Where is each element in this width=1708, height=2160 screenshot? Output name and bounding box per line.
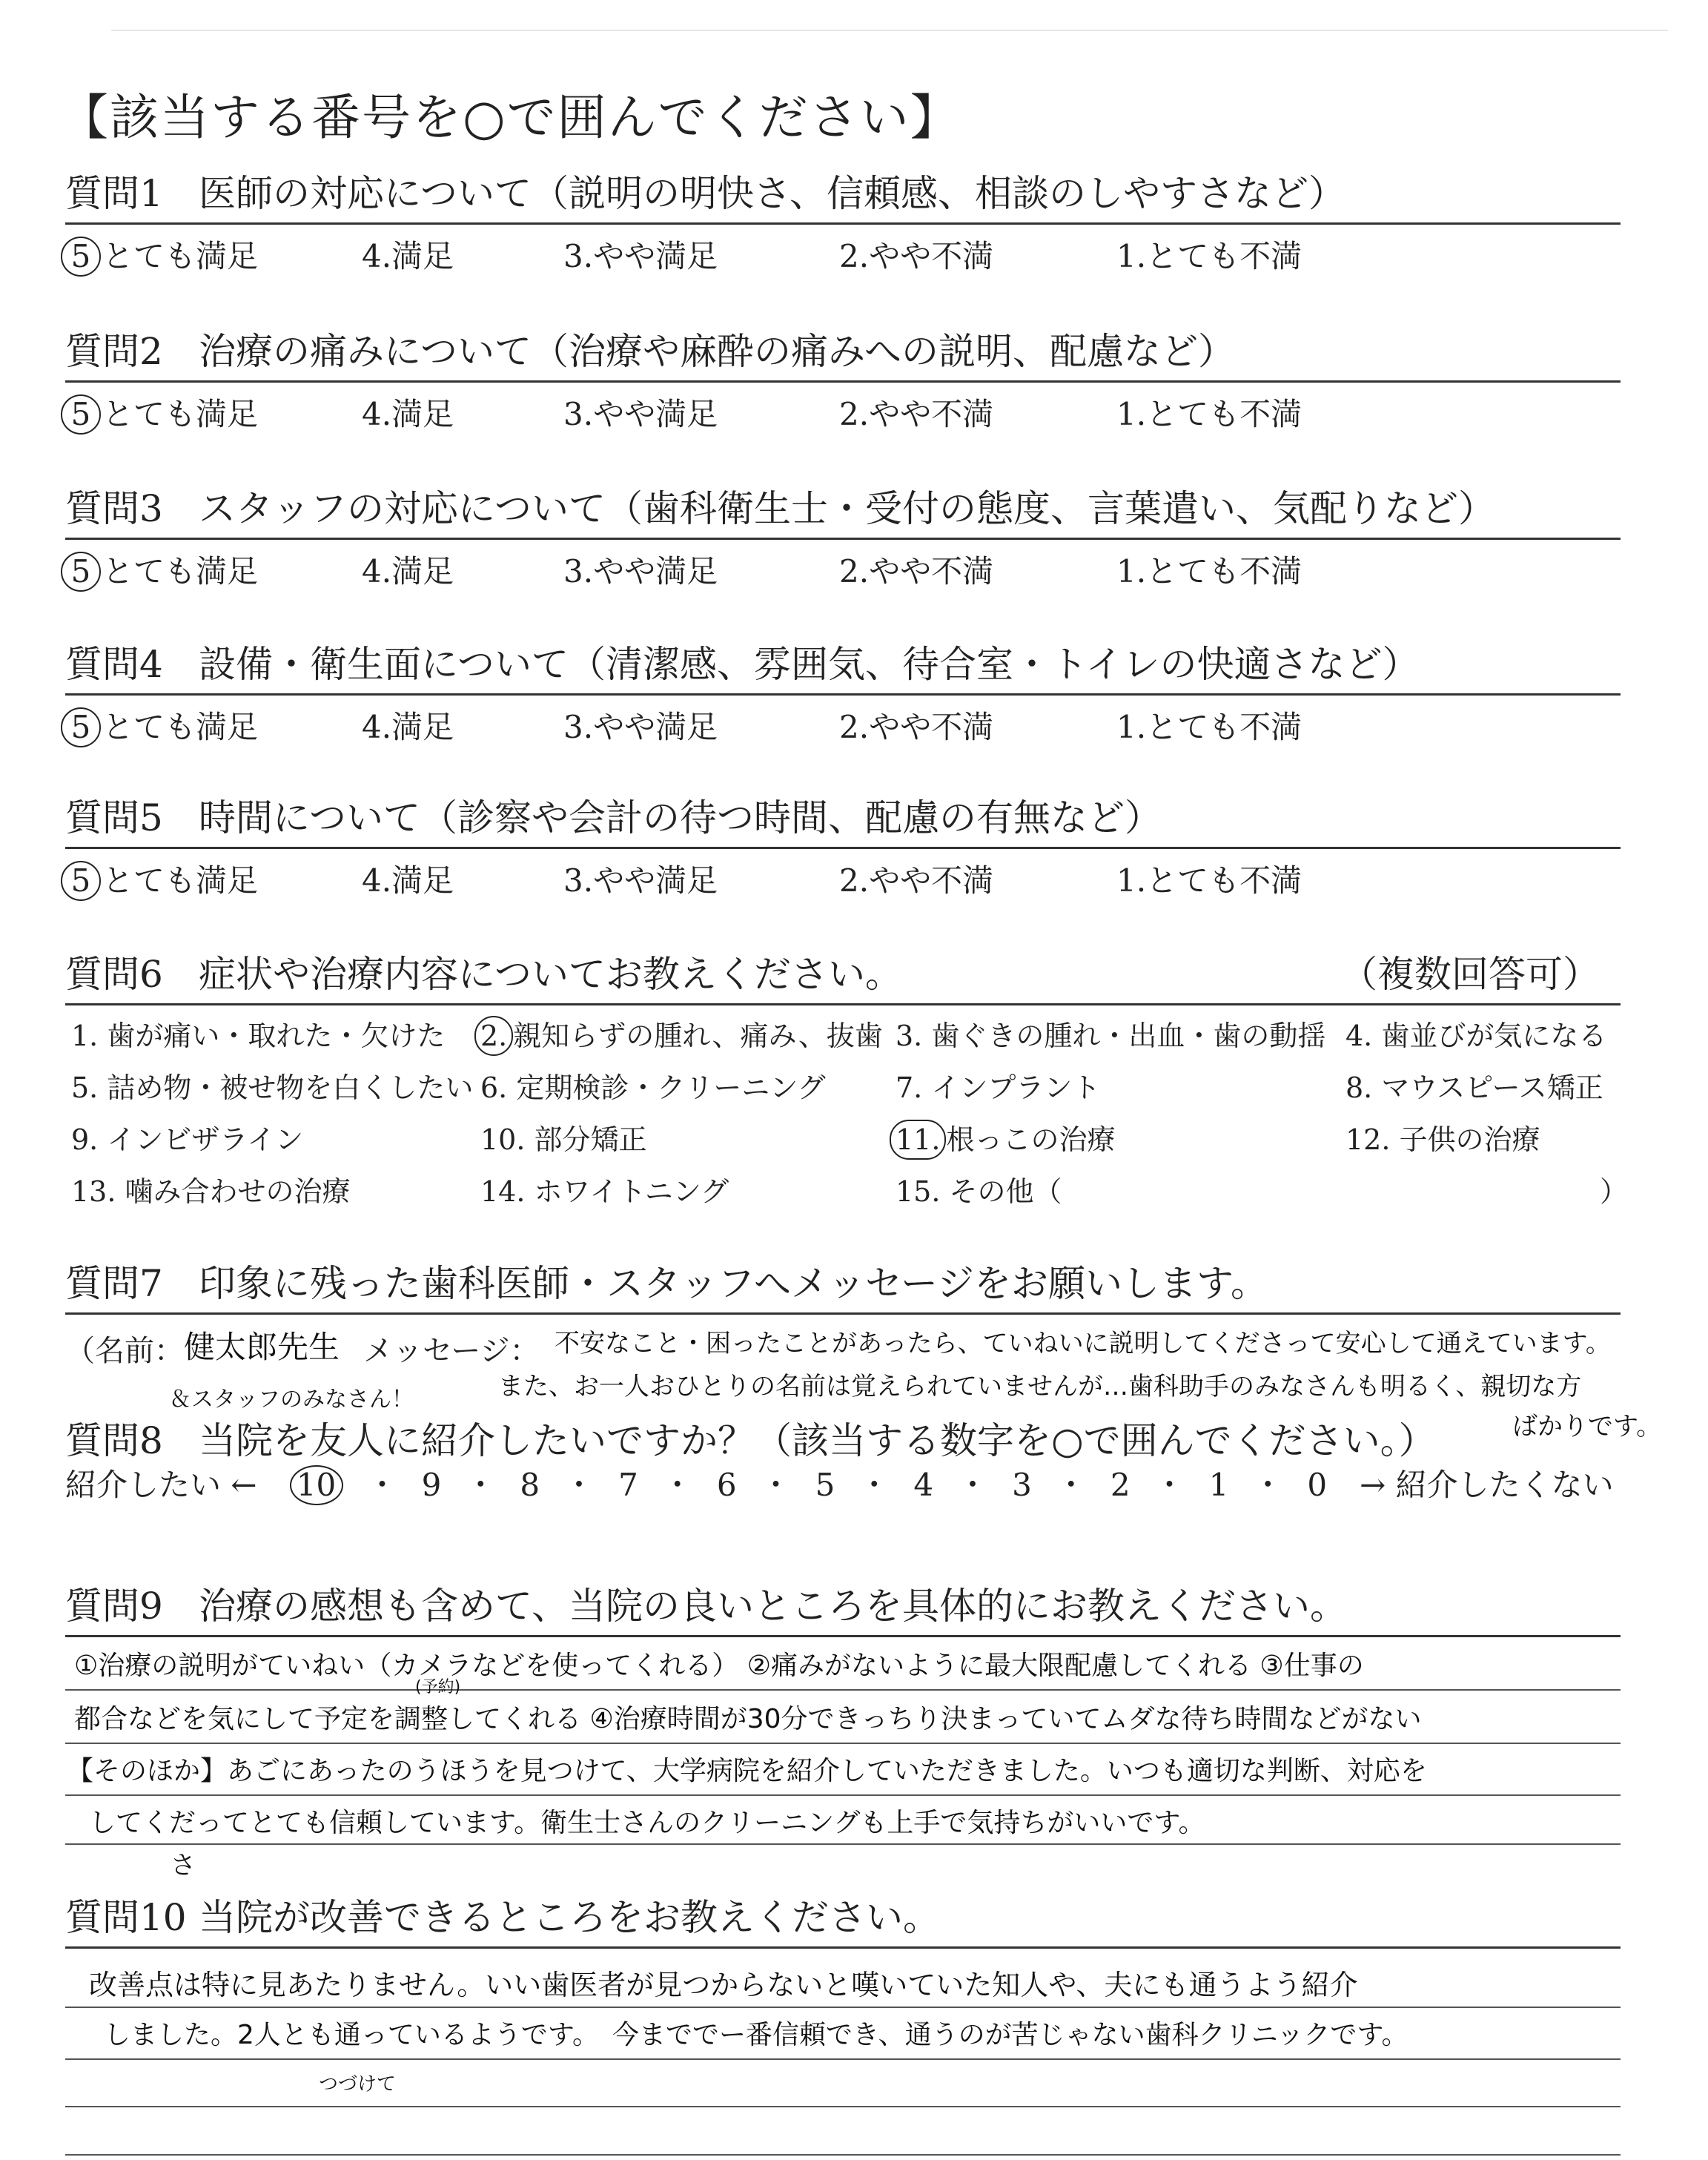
rating-option[interactable] bbox=[65, 856, 258, 901]
rating-option[interactable] bbox=[65, 390, 258, 435]
scale-separator: ・ bbox=[858, 1467, 890, 1503]
q10-answer-line-1: 改善点は特に見あたりません。いい歯医者が見つからないと嘆いていた知人や、夫にも通うよう紹介 bbox=[89, 1969, 1358, 2001]
scale-number[interactable]: 5 bbox=[815, 1467, 835, 1503]
question-8 bbox=[65, 1418, 1622, 1464]
scale-separator: ・ bbox=[1153, 1467, 1185, 1503]
question-text: 設備・衛生面について（清潔感、雰囲気、待合室・トイレの快適さなど） bbox=[199, 643, 1420, 686]
multiple-answer-note: （複数回答可） bbox=[1340, 953, 1600, 996]
question-text: 治療の感想も含めて、当院の良いところを具体的にお教えください。 bbox=[199, 1585, 1347, 1628]
page-title: 【該当する番号を○で囲んでください】 bbox=[59, 89, 961, 146]
scale-number[interactable]: 9 bbox=[421, 1467, 442, 1503]
question-text: 症状や治療内容についてお教えください。 bbox=[199, 953, 902, 996]
rating-option-label: とても満足 bbox=[102, 238, 259, 274]
rating-option[interactable]: 1.とても不満 bbox=[1116, 553, 1302, 589]
rating-option[interactable]: 3.やや満足 bbox=[563, 396, 718, 432]
rating-option[interactable]: 1.とても不満 bbox=[1116, 862, 1302, 899]
rating-option[interactable]: 3.やや満足 bbox=[563, 709, 718, 745]
selected-circle: 5 bbox=[61, 861, 101, 901]
rating-options bbox=[65, 383, 1622, 432]
rating-option[interactable]: 3.やや満足 bbox=[563, 238, 718, 274]
question-text: 印象に残った歯科医師・スタッフへメッセージをお願いします。 bbox=[199, 1262, 1268, 1305]
answer-rule bbox=[65, 1743, 1621, 1744]
selected-circle: 5 bbox=[61, 552, 101, 592]
question-text: 医師の対応について（説明の明快さ、信頼感、相談のしやすさなど） bbox=[199, 172, 1345, 215]
answer-rule bbox=[65, 1843, 1621, 1845]
answer-rule bbox=[65, 1689, 1621, 1691]
symptom-option[interactable]: 14. ホワイトニング bbox=[480, 1175, 729, 1208]
selected-circle: 2. bbox=[474, 1016, 513, 1056]
rating-option[interactable]: 2.やや不満 bbox=[839, 238, 994, 274]
scale-number[interactable]: 6 bbox=[716, 1467, 737, 1503]
symptom-option[interactable]: 3. 歯ぐきの腫れ・出血・歯の動揺 bbox=[896, 1020, 1326, 1052]
rating-option[interactable]: 4.満足 bbox=[362, 862, 454, 899]
question-number: 質問6 bbox=[65, 953, 163, 996]
q9-answer-line-3: 【そのほか】あごにあったのうほうを見つけて、大学病院を紹介していただきました。いつも適切な判断、対応を bbox=[67, 1756, 1427, 1786]
symptom-option[interactable]: 15. その他（ bbox=[896, 1175, 1062, 1208]
selected-circle: 5 bbox=[61, 237, 101, 277]
name-label: （名前： bbox=[65, 1334, 184, 1368]
symptom-option[interactable]: 4. 歯並びが気になる bbox=[1345, 1020, 1607, 1052]
scale-separator: ・ bbox=[1252, 1467, 1284, 1503]
scale-number[interactable]: 3 bbox=[1012, 1467, 1032, 1503]
symptom-option[interactable] bbox=[896, 1117, 1115, 1160]
rating-option[interactable]: 1.とても不満 bbox=[1116, 238, 1302, 274]
name-extra: ＆スタッフのみなさん！ bbox=[169, 1387, 414, 1413]
question-number: 質問10 bbox=[65, 1896, 187, 1939]
rating-option[interactable]: 4.満足 bbox=[362, 709, 454, 745]
question-text: 当院を友人に紹介したいですか？（該当する数字を○で囲んでください。） bbox=[199, 1419, 1436, 1462]
rating-options bbox=[65, 849, 1622, 898]
question-number: 質問1 bbox=[65, 172, 163, 215]
symptom-option-label: 根っこの治療 bbox=[946, 1123, 1116, 1156]
rating-option[interactable]: 2.やや不満 bbox=[839, 709, 994, 745]
question-rule bbox=[65, 1312, 1621, 1315]
q9-insert-b: さ bbox=[171, 1851, 196, 1880]
rating-option-label: とても満足 bbox=[102, 862, 259, 899]
answer-rule bbox=[65, 2106, 1621, 2107]
name-value: 健太郎先生 bbox=[184, 1329, 340, 1365]
rating-options bbox=[65, 540, 1622, 589]
rating-option[interactable] bbox=[65, 232, 258, 277]
message-line-2: また、お一人おひとりの名前は覚えられていませんが…歯科助手のみなさんも明るく、親切な方 bbox=[498, 1372, 1582, 1401]
symptom-option[interactable]: 9. インビザライン bbox=[71, 1123, 304, 1156]
rating-options bbox=[65, 225, 1622, 274]
scale-separator: ・ bbox=[661, 1467, 693, 1503]
symptom-option[interactable]: 5. 詰め物・被せ物を白くしたい bbox=[71, 1071, 474, 1104]
recommend-scale bbox=[65, 1461, 1614, 1505]
question-rule bbox=[65, 1635, 1621, 1637]
question-text: 治療の痛みについて（治療や麻酔の痛みへの説明、配慮など） bbox=[199, 330, 1235, 373]
symptom-option[interactable]: 13. 噛み合わせの治療 bbox=[71, 1175, 351, 1208]
scale-right-label: → 紹介したくない bbox=[1360, 1467, 1614, 1503]
question-number: 質問7 bbox=[65, 1262, 163, 1305]
symptom-option-label: 親知らずの腫れ、痛み、抜歯 bbox=[513, 1020, 883, 1052]
question-text: スタッフの対応について（歯科衛生士・受付の態度、言葉遣い、気配りなど） bbox=[199, 487, 1495, 530]
top-divider bbox=[111, 30, 1668, 31]
rating-option[interactable]: 4.満足 bbox=[362, 553, 454, 589]
scale-number[interactable]: 0 bbox=[1307, 1467, 1328, 1503]
question-9 bbox=[65, 1583, 1622, 1637]
question-3 bbox=[65, 486, 1622, 589]
rating-option[interactable]: 1.とても不満 bbox=[1116, 709, 1302, 745]
question-2 bbox=[65, 328, 1622, 432]
q9-answer-line-2: 都合などを気にして予定を調整してくれる ④治療時間が30分できっちり決まっていてムダな待ち時間などがない bbox=[74, 1704, 1422, 1734]
question-number: 質問8 bbox=[65, 1419, 163, 1462]
message-label: メッセージ： bbox=[363, 1334, 540, 1368]
question-1 bbox=[65, 171, 1622, 274]
symptom-option[interactable]: 10. 部分矯正 bbox=[480, 1123, 647, 1156]
symptom-option[interactable]: 8. マウスピース矯正 bbox=[1345, 1071, 1603, 1104]
selected-circle: 5 bbox=[61, 394, 101, 435]
scale-separator: ・ bbox=[760, 1467, 792, 1503]
symptom-option[interactable] bbox=[480, 1013, 883, 1056]
rating-option-label: とても満足 bbox=[102, 396, 259, 432]
symptom-option[interactable]: 7. インプラント bbox=[896, 1071, 1101, 1104]
question-10 bbox=[65, 1895, 1622, 1949]
answer-rule bbox=[65, 2007, 1621, 2008]
question-number: 質問4 bbox=[65, 643, 163, 686]
q9-answer-line-4: してくだってとても信頼しています。衛生士さんのクリーニングも上手で気持ちがいいです。 bbox=[89, 1808, 1205, 1838]
question-number: 質問3 bbox=[65, 487, 163, 530]
scale-number[interactable]: 4 bbox=[913, 1467, 934, 1503]
rating-option[interactable]: 2.やや不満 bbox=[839, 553, 994, 589]
question-number: 質問2 bbox=[65, 330, 163, 373]
scale-number[interactable]: 1 bbox=[1208, 1467, 1229, 1503]
rating-option[interactable]: 4.満足 bbox=[362, 396, 454, 432]
question-rule bbox=[65, 1946, 1621, 1949]
answer-rule bbox=[65, 2058, 1621, 2060]
question-4 bbox=[65, 641, 1622, 744]
rating-option[interactable]: 2.やや不満 bbox=[839, 396, 994, 432]
scale-number[interactable]: 7 bbox=[618, 1467, 638, 1503]
question-number: 質問5 bbox=[65, 796, 163, 839]
scale-left-label: 紹介したい ← bbox=[65, 1467, 257, 1503]
symptom-option[interactable]: 12. 子供の治療 bbox=[1345, 1123, 1540, 1156]
rating-option[interactable]: 3.やや満足 bbox=[563, 553, 718, 589]
rating-option[interactable] bbox=[65, 547, 258, 592]
rating-option-label: とても満足 bbox=[102, 553, 259, 589]
rating-option[interactable]: 2.やや不満 bbox=[839, 862, 994, 899]
symptom-option[interactable]: 6. 定期検診・クリーニング bbox=[480, 1071, 826, 1104]
rating-option[interactable] bbox=[65, 703, 258, 747]
rating-option[interactable]: 1.とても不満 bbox=[1116, 396, 1302, 432]
scale-number[interactable]: 2 bbox=[1110, 1467, 1131, 1503]
q10-answer-line-2: しました。2人とも通っているようです。 今まででー番信頼でき、通うのが苦じゃない歯科クリニックです。 bbox=[104, 2020, 1409, 2050]
answer-rule bbox=[65, 2154, 1621, 2156]
question-text: 時間について（診察や会計の待つ時間、配慮の有無など） bbox=[199, 796, 1162, 839]
q10-insert: つづけて bbox=[319, 2073, 397, 2095]
scale-separator: ・ bbox=[563, 1467, 595, 1503]
scale-number[interactable]: 10 bbox=[290, 1465, 343, 1505]
question-7 bbox=[65, 1261, 1622, 1315]
scale-separator: ・ bbox=[1055, 1467, 1087, 1503]
question-6 bbox=[65, 951, 1629, 1213]
q9-answer-line-1: ①治療の説明がていねい（カメラなどを使ってくれる） ②痛みがないように最大限配慮してくれる ③仕事の bbox=[74, 1651, 1364, 1681]
rating-options bbox=[65, 696, 1622, 744]
answer-rule bbox=[65, 1794, 1621, 1796]
rating-option[interactable]: 3.やや満足 bbox=[563, 862, 718, 899]
symptom-option[interactable]: 1. 歯が痛い・取れた・欠けた bbox=[71, 1020, 446, 1052]
message-line-3: ばかりです。 bbox=[1512, 1412, 1662, 1441]
selected-circle: 11. bbox=[890, 1120, 946, 1160]
scale-number[interactable]: 8 bbox=[520, 1467, 540, 1503]
q9-insert-a: (予約) bbox=[415, 1678, 461, 1697]
symptom-option[interactable]: ） bbox=[1600, 1175, 1629, 1208]
scale-separator: ・ bbox=[366, 1467, 398, 1503]
question-5 bbox=[65, 795, 1622, 898]
scale-separator: ・ bbox=[465, 1467, 497, 1503]
symptom-options bbox=[65, 1005, 1629, 1213]
question-text: 当院が改善できるところをお教えください。 bbox=[199, 1896, 940, 1939]
selected-circle: 5 bbox=[61, 707, 101, 747]
message-line-1: 不安なこと・困ったことがあったら、ていねいに説明してくださって安心して通えています。 bbox=[555, 1329, 1611, 1358]
question-number: 質問9 bbox=[65, 1585, 163, 1628]
rating-option[interactable]: 4.満足 bbox=[362, 238, 454, 274]
rating-option-label: とても満足 bbox=[102, 709, 259, 745]
scale-separator: ・ bbox=[957, 1467, 989, 1503]
